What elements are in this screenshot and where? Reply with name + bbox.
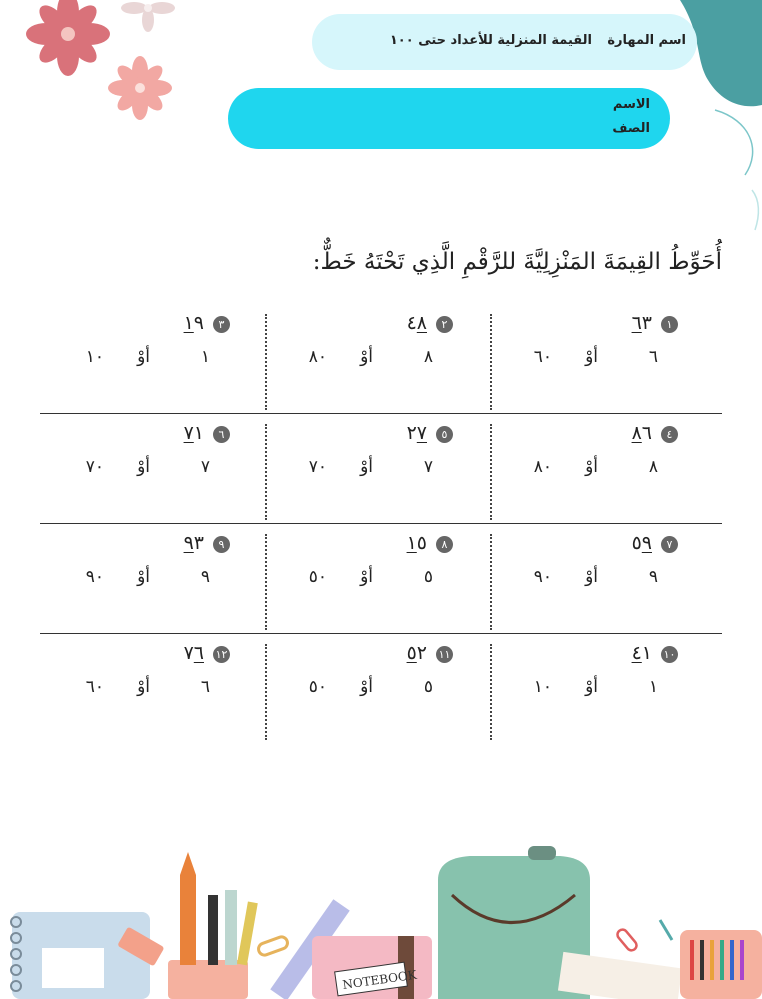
answer-option-tens[interactable]: ٩٠ [85, 567, 104, 587]
or-text: أوْ [585, 567, 598, 587]
or-text: أوْ [360, 457, 373, 477]
number-rest-digit: ٢ [416, 642, 427, 664]
or-text: أوْ [137, 567, 150, 587]
item-number-badge: ٢ [436, 316, 453, 333]
number-other-digit: ٤ [406, 312, 417, 334]
item-number-badge: ٨ [436, 536, 453, 553]
item-number [632, 532, 652, 554]
or-text: أوْ [585, 677, 598, 697]
item-number-badge: ٦ [213, 426, 230, 443]
item-number-badge: ١١ [436, 646, 453, 663]
item-number-badge: ٩ [213, 536, 230, 553]
answer-option-tens[interactable]: ٦٠ [533, 347, 552, 367]
or-text: أوْ [585, 457, 598, 477]
exercise-item [243, 644, 453, 740]
answer-option-tens[interactable]: ٧٠ [85, 457, 104, 477]
skill-value: القيمة المنزلية للأعداد حتى ١٠٠ [389, 33, 592, 48]
exercise-item [468, 534, 678, 630]
name-field-label: الاسم [612, 97, 650, 112]
exercise-item [243, 534, 453, 630]
or-text: أوْ [585, 347, 598, 367]
number-rest-digit: ٥ [416, 532, 427, 554]
instruction-text: أُحَوِّطُ القِيمَةَ المَنْزِلِيَّةَ للرَّقْمِ الَّذِي تَحْتَهُ خَطٌّ: [312, 249, 722, 275]
or-text: أوْ [360, 677, 373, 697]
underlined-digit: ٧ [416, 422, 427, 444]
answer-option-tens[interactable]: ٧٠ [308, 457, 327, 477]
underlined-digit: ١ [183, 312, 194, 334]
exercise-item [20, 534, 230, 630]
underlined-digit: ٤ [631, 642, 642, 664]
item-number-badge: ٣ [213, 316, 230, 333]
answer-option-tens[interactable]: ٦٠ [85, 677, 104, 697]
underlined-digit: ٦ [631, 312, 642, 334]
item-number [184, 532, 204, 554]
number-rest-digit: ٣ [641, 312, 652, 334]
or-text: أوْ [137, 457, 150, 477]
item-number [184, 422, 204, 444]
flower-decoration [0, 0, 190, 130]
answer-option-ones[interactable]: ٨ [648, 457, 658, 477]
answer-option-ones[interactable]: ١ [648, 677, 658, 697]
notebook-label: NOTEBOOK [341, 967, 418, 992]
name-class-pill [228, 88, 670, 149]
item-number [184, 312, 204, 334]
or-text: أوْ [360, 347, 373, 367]
answer-option-ones[interactable]: ٦ [648, 347, 658, 367]
exercise-item [243, 424, 453, 520]
exercise-item [468, 424, 678, 520]
exercise-item [243, 314, 453, 410]
exercise-item [20, 424, 230, 520]
answer-option-ones[interactable]: ٧ [423, 457, 433, 477]
number-other-digit: ٥ [631, 532, 642, 554]
item-number-badge: ١ [661, 316, 678, 333]
underlined-digit: ٨ [631, 422, 642, 444]
underlined-digit: ٩ [641, 532, 652, 554]
number-rest-digit: ١ [641, 642, 652, 664]
item-number [407, 532, 427, 554]
answer-option-ones[interactable]: ٩ [200, 567, 210, 587]
or-text: أوْ [360, 567, 373, 587]
item-number-badge: ١٢ [213, 646, 230, 663]
exercise-item [20, 314, 230, 410]
underlined-digit: ٨ [416, 312, 427, 334]
number-rest-digit: ١ [193, 422, 204, 444]
answer-option-tens[interactable]: ٨٠ [308, 347, 327, 367]
answer-option-ones[interactable]: ٧ [200, 457, 210, 477]
underlined-digit: ٧ [183, 422, 194, 444]
answer-option-ones[interactable]: ٥ [423, 677, 433, 697]
or-text: أوْ [137, 677, 150, 697]
answer-option-ones[interactable]: ٥ [423, 567, 433, 587]
item-number [407, 422, 427, 444]
answer-option-ones[interactable]: ٨ [423, 347, 433, 367]
exercise-item [468, 314, 678, 410]
underlined-digit: ٦ [193, 642, 204, 664]
item-number [632, 422, 652, 444]
number-other-digit: ٧ [183, 642, 194, 664]
item-number [632, 312, 652, 334]
answer-option-tens[interactable]: ٥٠ [308, 677, 327, 697]
item-number-badge: ٥ [436, 426, 453, 443]
number-rest-digit: ٩ [193, 312, 204, 334]
item-number [184, 642, 204, 664]
class-field-label: الصف [612, 121, 650, 136]
exercise-item [20, 644, 230, 740]
number-rest-digit: ٣ [193, 532, 204, 554]
answer-option-tens[interactable]: ١٠ [533, 677, 552, 697]
answer-option-tens[interactable]: ٨٠ [533, 457, 552, 477]
answer-option-tens[interactable]: ٩٠ [533, 567, 552, 587]
answer-option-ones[interactable]: ٩ [648, 567, 658, 587]
answer-option-ones[interactable]: ١ [200, 347, 210, 367]
row-divider [40, 523, 722, 524]
number-other-digit: ٢ [406, 422, 417, 444]
item-number [407, 642, 427, 664]
exercise-item [468, 644, 678, 740]
answer-option-tens[interactable]: ١٠ [85, 347, 104, 367]
number-rest-digit: ٦ [641, 422, 652, 444]
underlined-digit: ٩ [183, 532, 194, 554]
school-supplies-illustration [0, 840, 762, 999]
row-divider [40, 413, 722, 414]
item-number-badge: ٤ [661, 426, 678, 443]
answer-option-ones[interactable]: ٦ [200, 677, 210, 697]
row-divider [40, 633, 722, 634]
underlined-digit: ٥ [406, 642, 417, 664]
item-number-badge: ١٠ [661, 646, 678, 663]
skill-label: اسم المهارة [607, 33, 686, 48]
item-number [632, 642, 652, 664]
underlined-digit: ١ [406, 532, 417, 554]
item-number [407, 312, 427, 334]
item-number-badge: ٧ [661, 536, 678, 553]
or-text: أوْ [137, 347, 150, 367]
answer-option-tens[interactable]: ٥٠ [308, 567, 327, 587]
